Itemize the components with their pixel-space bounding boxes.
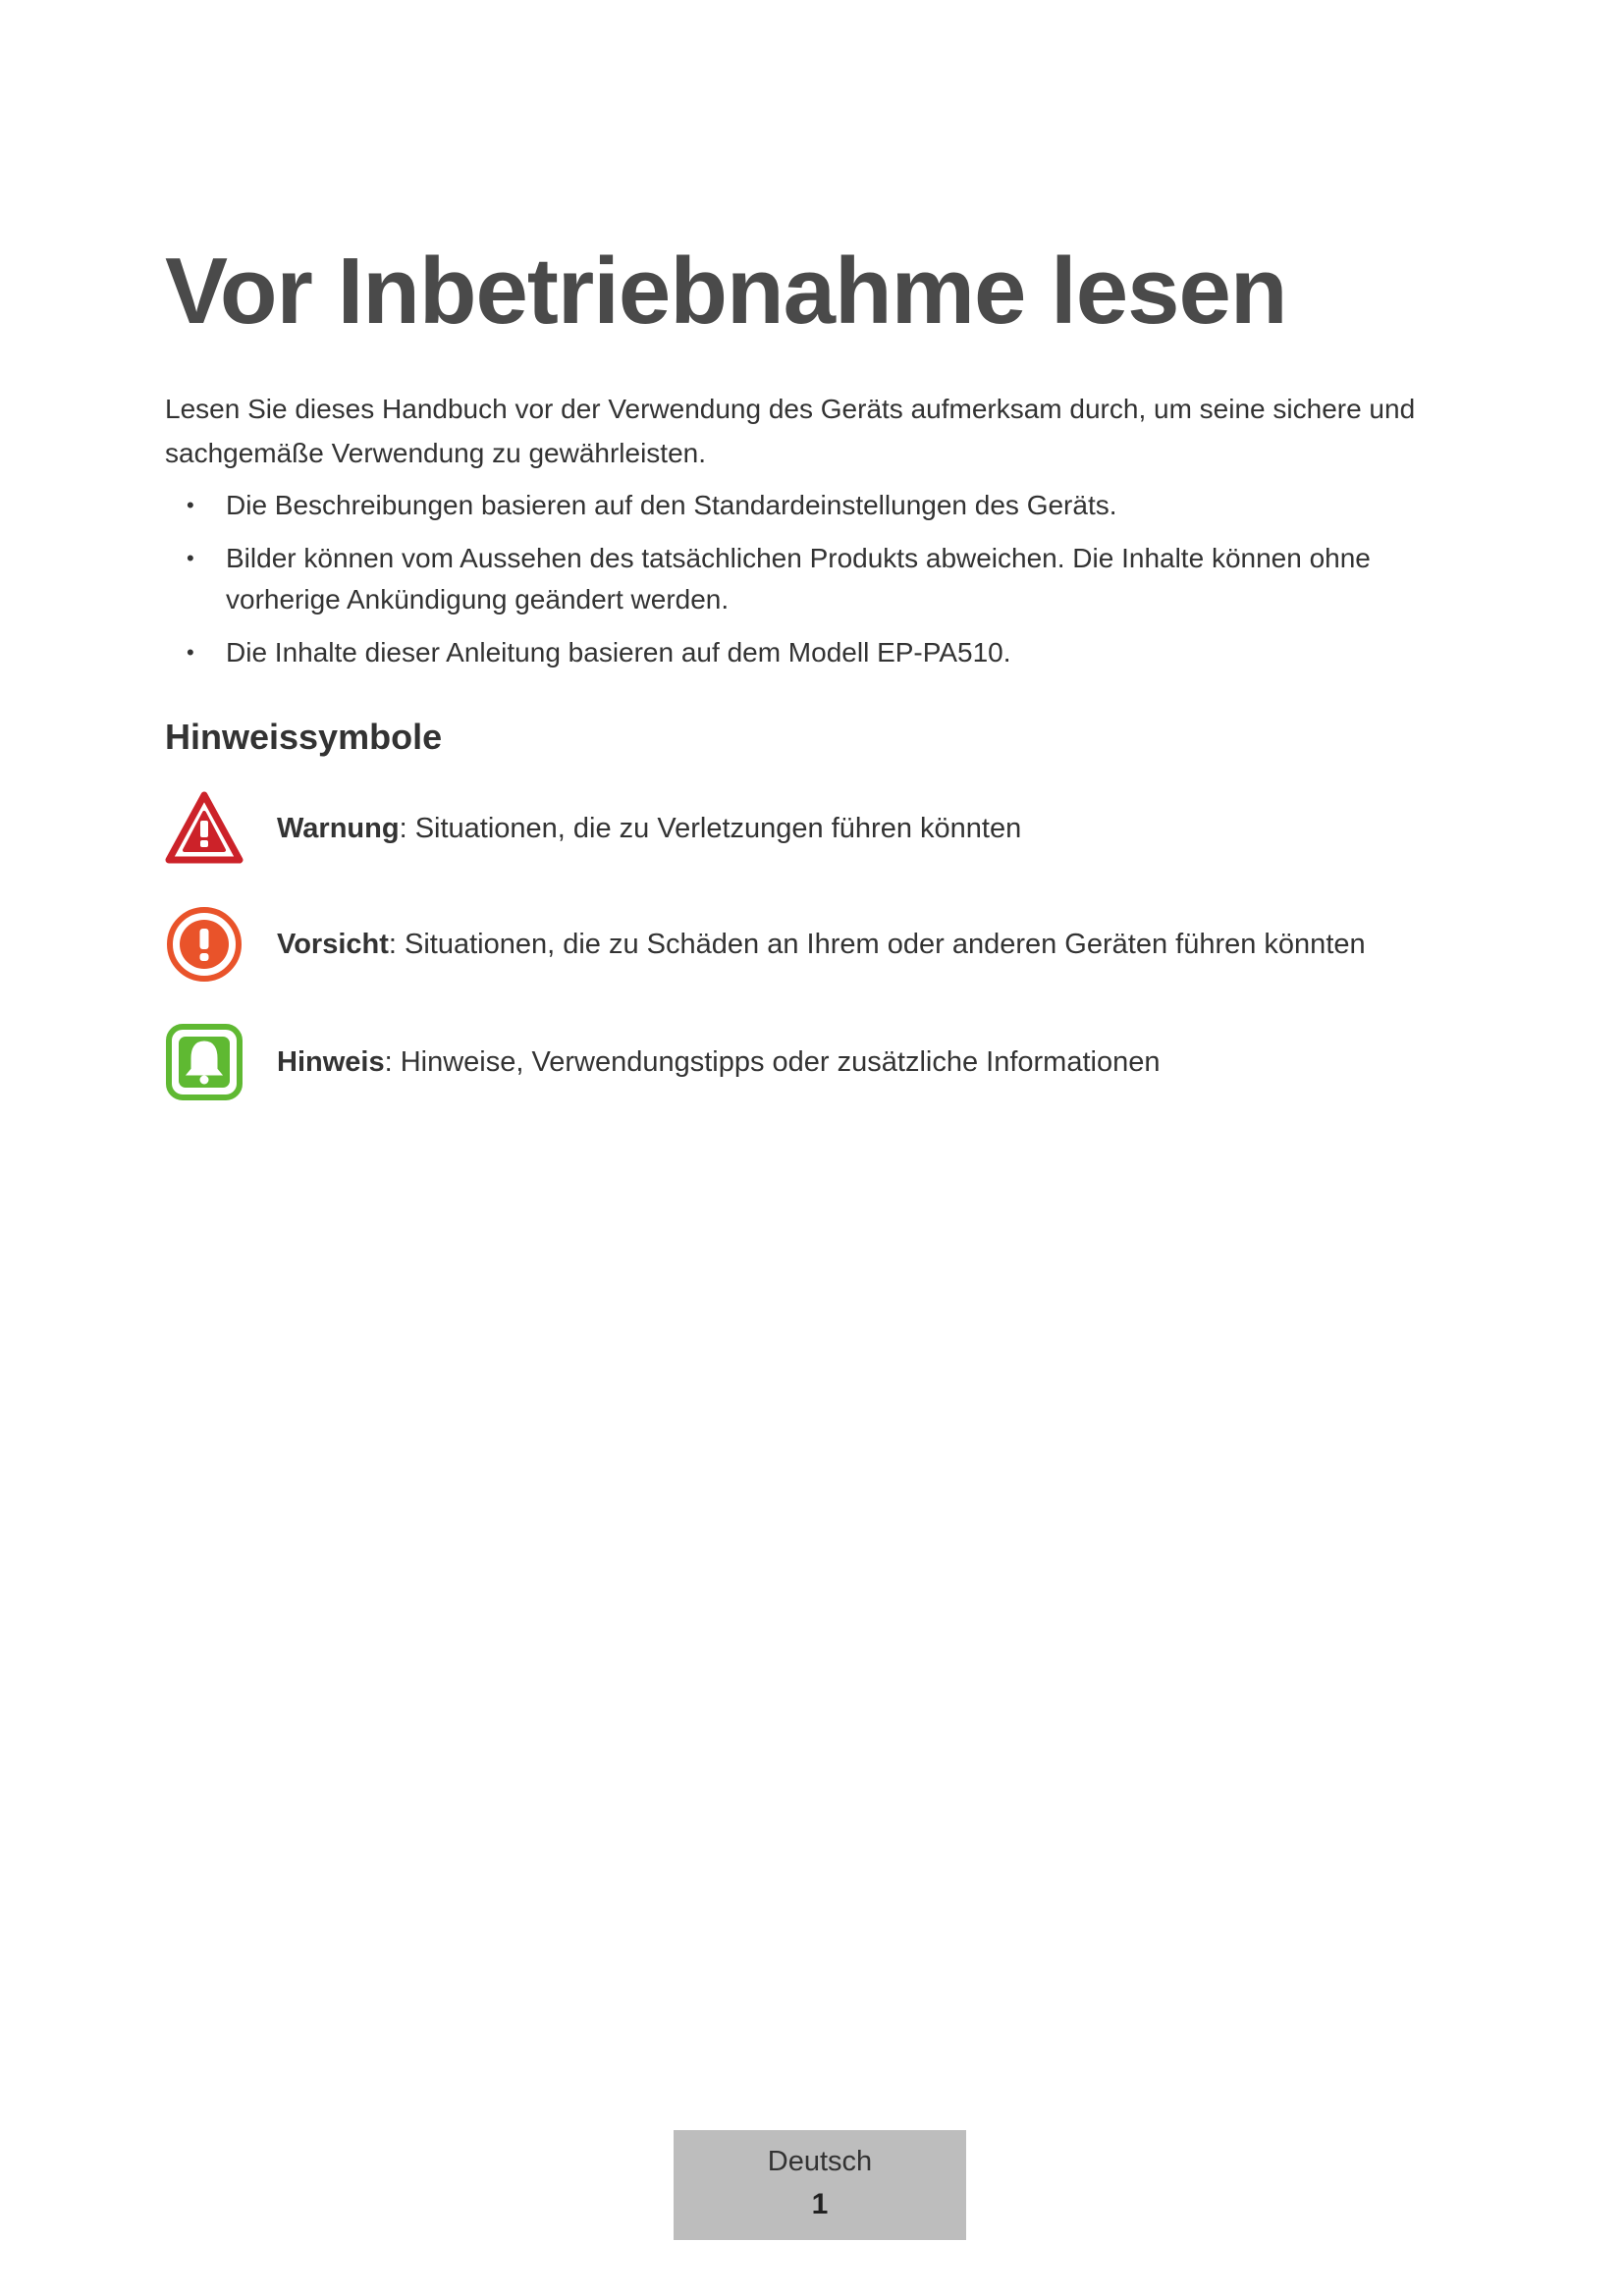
warning-triangle-icon <box>165 789 244 868</box>
caution-circle-icon <box>165 905 244 984</box>
notice-note <box>165 1023 1471 1101</box>
notice-term: Hinweis <box>277 1046 385 1078</box>
page-footer <box>674 2130 966 2240</box>
notice-term: Warnung <box>277 813 400 844</box>
list-item-text: Bilder können vom Aussehen des tatsächlichen Produkts abweichen. Die Inhalte können ohne vorherige Ankündigung geändert werden. <box>226 543 1371 614</box>
intro-paragraph: Lesen Sie dieses Handbuch vor der Verwendung des Geräts aufmerksam durch, um seine sichere und sachgemäße Verwendung zu gewährleisten. <box>165 394 1416 468</box>
list-item-text: Die Beschreibungen basieren auf den Standardeinstellungen des Geräts. <box>226 490 1117 520</box>
notice-term: Vorsicht <box>277 929 389 960</box>
list-item <box>165 485 1471 526</box>
footer-language: Deutsch <box>767 2146 873 2177</box>
page-number: 1 <box>811 2188 829 2220</box>
bullet-icon: • <box>187 493 194 517</box>
notice-text <box>277 1042 1160 1082</box>
notice-caution <box>165 905 1471 984</box>
bullet-icon: • <box>187 546 194 570</box>
notice-text <box>277 809 1021 848</box>
notice-description: : Situationen, die zu Schäden an Ihrem oder anderen Geräten führen könnten <box>388 929 1366 960</box>
page-title: Vor Inbetriebnahme lesen <box>165 239 1287 344</box>
notice-description: : Situationen, die zu Verletzungen führen könnten <box>399 813 1022 844</box>
info-list <box>165 485 1471 685</box>
section-title: Hinweissymbole <box>165 717 443 757</box>
bullet-icon: • <box>187 640 194 665</box>
notice-text <box>277 925 1366 964</box>
list-item <box>165 632 1471 673</box>
notice-warning <box>165 789 1471 868</box>
list-item <box>165 538 1471 620</box>
notice-description: : Hinweise, Verwendungstipps oder zusätzliche Informationen <box>384 1046 1161 1078</box>
list-item-text: Die Inhalte dieser Anleitung basieren auf dem Modell EP-PA510. <box>226 637 1011 667</box>
note-bell-icon <box>165 1023 244 1101</box>
